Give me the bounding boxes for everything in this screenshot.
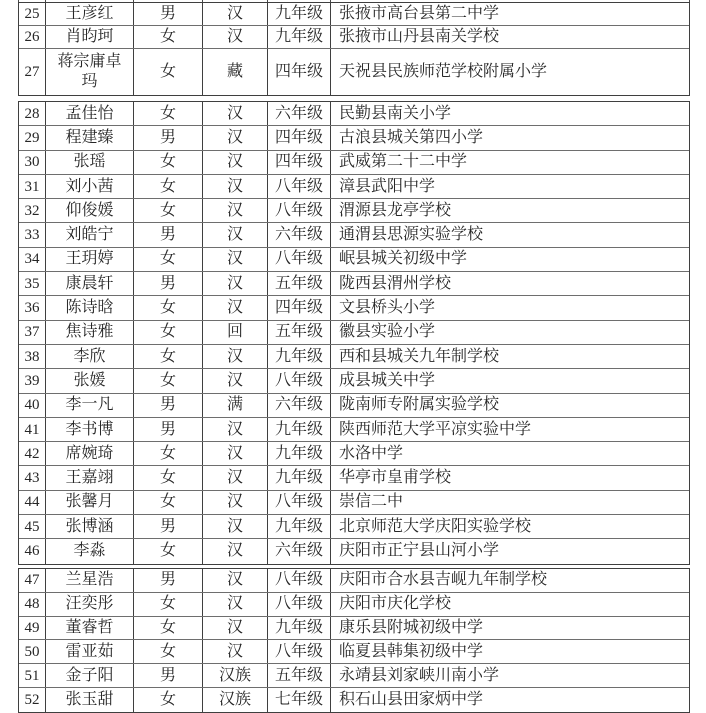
cell-name: 焦诗雅 <box>46 321 134 344</box>
cell-ethnicity: 汉 <box>203 640 268 663</box>
cell-no: 34 <box>19 248 46 271</box>
cell-no: 41 <box>19 418 46 441</box>
cell-school: 崇信二中 <box>339 493 404 511</box>
cell-no: 31 <box>19 175 46 198</box>
cell-name: 仰俊媛 <box>46 199 134 222</box>
cell-school: 陇西县渭州学校 <box>339 274 452 292</box>
cell-ethnicity: 汉族 <box>203 664 268 687</box>
cell-school: 西和县城关九年制学校 <box>339 347 500 365</box>
cell-school: 武威第二十二中学 <box>339 153 468 171</box>
table-section <box>18 2 690 96</box>
cell-school: 永靖县刘家峡川南小学 <box>339 666 500 684</box>
cell-name: 金子阳 <box>46 664 134 687</box>
cell-name: 蒋宗庸卓玛 <box>46 49 134 95</box>
cell-ethnicity: 汉 <box>203 126 268 149</box>
cell-school: 陇南师专附属实验学校 <box>339 396 500 414</box>
cell-ethnicity: 汉 <box>203 418 268 441</box>
cell-name: 席婉琦 <box>46 442 134 465</box>
cell-ethnicity: 汉 <box>203 369 268 392</box>
table-row <box>19 394 689 418</box>
cell-gender: 女 <box>134 345 203 368</box>
cell-grade: 六年级 <box>268 223 331 246</box>
table-row <box>19 593 689 617</box>
cell-gender: 女 <box>134 296 203 319</box>
cell-school: 民勤县南关小学 <box>339 104 452 122</box>
table-section <box>18 101 690 565</box>
cell-grade: 四年级 <box>268 126 331 149</box>
table-row <box>19 126 689 150</box>
cell-no: 48 <box>19 593 46 616</box>
cell-grade: 九年级 <box>268 345 331 368</box>
cell-grade: 八年级 <box>268 569 331 592</box>
cell-school: 北京师范大学庆阳实验学校 <box>339 517 532 535</box>
cell-gender: 女 <box>134 369 203 392</box>
table-row <box>19 223 689 247</box>
table-row <box>19 491 689 515</box>
table-row <box>19 466 689 490</box>
cell-no: 35 <box>19 272 46 295</box>
cell-school: 华亭市皇甫学校 <box>339 469 452 487</box>
cell-ethnicity: 汉 <box>203 175 268 198</box>
cell-gender: 男 <box>134 394 203 417</box>
cell-grade: 五年级 <box>268 321 331 344</box>
cell-ethnicity: 满 <box>203 394 268 417</box>
cell-grade: 五年级 <box>268 664 331 687</box>
cell-ethnicity: 汉 <box>203 296 268 319</box>
cell-grade: 四年级 <box>268 151 331 174</box>
cell-gender: 男 <box>134 3 203 25</box>
table-row <box>19 442 689 466</box>
cell-ethnicity: 藏 <box>203 49 268 95</box>
cell-ethnicity: 汉 <box>203 345 268 368</box>
cell-name: 张媛 <box>46 369 134 392</box>
cell-gender: 女 <box>134 593 203 616</box>
cell-gender: 男 <box>134 664 203 687</box>
cell-name: 李一凡 <box>46 394 134 417</box>
cell-grade: 八年级 <box>268 248 331 271</box>
cell-name: 张玉甜 <box>46 688 134 712</box>
cell-school: 渭源县龙亭学校 <box>339 201 452 219</box>
cell-gender: 女 <box>134 491 203 514</box>
table-section <box>18 568 690 713</box>
cell-school: 积石山县田家炳中学 <box>339 690 484 708</box>
cell-ethnicity: 汉 <box>203 593 268 616</box>
table-row <box>19 26 689 49</box>
cell-school: 陕西师范大学平凉实验中学 <box>339 420 532 438</box>
cell-gender: 女 <box>134 617 203 640</box>
cell-ethnicity: 回 <box>203 321 268 344</box>
table-row <box>19 151 689 175</box>
cell-name: 雷亚茹 <box>46 640 134 663</box>
cell-gender: 女 <box>134 466 203 489</box>
cell-gender: 男 <box>134 126 203 149</box>
cell-ethnicity: 汉族 <box>203 688 268 712</box>
cell-grade: 九年级 <box>268 26 331 48</box>
cell-gender: 女 <box>134 102 203 125</box>
cell-no: 39 <box>19 369 46 392</box>
cell-gender: 女 <box>134 199 203 222</box>
cell-ethnicity: 汉 <box>203 102 268 125</box>
cell-ethnicity: 汉 <box>203 223 268 246</box>
cell-name: 李书博 <box>46 418 134 441</box>
cell-ethnicity: 汉 <box>203 442 268 465</box>
cell-school: 岷县城关初级中学 <box>339 250 468 268</box>
table-row <box>19 539 689 563</box>
cell-no: 38 <box>19 345 46 368</box>
cell-no: 46 <box>19 539 46 563</box>
cell-gender: 女 <box>134 539 203 563</box>
cell-grade: 九年级 <box>268 515 331 538</box>
cell-gender: 女 <box>134 442 203 465</box>
cell-gender: 女 <box>134 26 203 48</box>
cell-no: 32 <box>19 199 46 222</box>
table-row <box>19 102 689 126</box>
table-row <box>19 49 689 95</box>
cell-no: 40 <box>19 394 46 417</box>
cell-name: 兰星浩 <box>46 569 134 592</box>
cell-no: 25 <box>19 3 46 25</box>
cell-no: 43 <box>19 466 46 489</box>
cell-no: 27 <box>19 49 46 95</box>
cell-name: 王玥婷 <box>46 248 134 271</box>
cell-name: 康晨轩 <box>46 272 134 295</box>
cell-school: 水洛中学 <box>339 444 404 462</box>
cell-grade: 九年级 <box>268 3 331 25</box>
cell-ethnicity: 汉 <box>203 539 268 563</box>
table-row <box>19 321 689 345</box>
table-row <box>19 248 689 272</box>
cell-name: 陈诗晗 <box>46 296 134 319</box>
cell-school: 庆阳市合水县吉岘九年制学校 <box>339 571 548 589</box>
cell-grade: 四年级 <box>268 49 331 95</box>
table-row <box>19 369 689 393</box>
table-row <box>19 296 689 320</box>
cell-gender: 女 <box>134 321 203 344</box>
table-row <box>19 199 689 223</box>
student-table <box>18 0 690 713</box>
cell-grade: 六年级 <box>268 102 331 125</box>
table-row <box>19 272 689 296</box>
cell-no: 37 <box>19 321 46 344</box>
cell-school: 庆阳市庆化学校 <box>339 595 452 613</box>
cell-no: 51 <box>19 664 46 687</box>
cell-gender: 女 <box>134 688 203 712</box>
cell-school: 天祝县民族师范学校附属小学 <box>339 63 548 80</box>
cell-grade: 八年级 <box>268 199 331 222</box>
cell-school: 古浪县城关第四小学 <box>339 128 484 146</box>
table-row <box>19 640 689 664</box>
cell-gender: 女 <box>134 175 203 198</box>
cell-grade: 四年级 <box>268 296 331 319</box>
cell-school: 张掖市山丹县南关学校 <box>339 28 500 45</box>
table-row <box>19 175 689 199</box>
cell-grade: 八年级 <box>268 369 331 392</box>
cell-school: 成县城关中学 <box>339 371 436 389</box>
cell-no: 45 <box>19 515 46 538</box>
cell-grade: 六年级 <box>268 539 331 563</box>
cell-name: 肖昀珂 <box>46 26 134 48</box>
cell-gender: 女 <box>134 248 203 271</box>
cell-gender: 男 <box>134 515 203 538</box>
cell-no: 33 <box>19 223 46 246</box>
cell-name: 王嘉翊 <box>46 466 134 489</box>
cell-grade: 八年级 <box>268 491 331 514</box>
cell-school: 张掖市高台县第二中学 <box>339 5 500 22</box>
cell-ethnicity: 汉 <box>203 491 268 514</box>
cell-ethnicity: 汉 <box>203 26 268 48</box>
cell-no: 42 <box>19 442 46 465</box>
table-row <box>19 418 689 442</box>
cell-school: 庆阳市正宁县山河小学 <box>339 542 500 560</box>
cell-name: 程建臻 <box>46 126 134 149</box>
cell-grade: 八年级 <box>268 175 331 198</box>
cell-no: 52 <box>19 688 46 712</box>
cell-gender: 女 <box>134 49 203 95</box>
cell-name: 刘小茜 <box>46 175 134 198</box>
cell-gender: 男 <box>134 223 203 246</box>
table-row <box>19 345 689 369</box>
cell-school: 临夏县韩集初级中学 <box>339 642 484 660</box>
cell-ethnicity: 汉 <box>203 151 268 174</box>
cell-no: 28 <box>19 102 46 125</box>
cell-name: 汪奕彤 <box>46 593 134 616</box>
cell-gender: 女 <box>134 640 203 663</box>
cell-name: 刘皓宁 <box>46 223 134 246</box>
cell-no: 30 <box>19 151 46 174</box>
cell-name: 张瑶 <box>46 151 134 174</box>
cell-no: 44 <box>19 491 46 514</box>
cell-ethnicity: 汉 <box>203 617 268 640</box>
cell-name: 张馨月 <box>46 491 134 514</box>
cell-ethnicity: 汉 <box>203 515 268 538</box>
cell-no: 49 <box>19 617 46 640</box>
cell-gender: 男 <box>134 272 203 295</box>
table-row <box>19 664 689 688</box>
cell-name: 张博涵 <box>46 515 134 538</box>
cell-gender: 男 <box>134 569 203 592</box>
cell-grade: 八年级 <box>268 640 331 663</box>
cell-grade: 九年级 <box>268 442 331 465</box>
cell-gender: 女 <box>134 151 203 174</box>
cell-grade: 七年级 <box>268 688 331 712</box>
cell-ethnicity: 汉 <box>203 466 268 489</box>
cell-grade: 六年级 <box>268 394 331 417</box>
cell-grade: 九年级 <box>268 466 331 489</box>
cell-ethnicity: 汉 <box>203 569 268 592</box>
cell-school: 通渭县思源实验学校 <box>339 226 484 244</box>
cell-school: 漳县武阳中学 <box>339 177 436 195</box>
cell-ethnicity: 汉 <box>203 248 268 271</box>
table-row <box>19 688 689 712</box>
table-row <box>19 569 689 593</box>
table-row <box>19 515 689 539</box>
cell-no: 36 <box>19 296 46 319</box>
cell-name: 孟佳怡 <box>46 102 134 125</box>
cell-ethnicity: 汉 <box>203 272 268 295</box>
cell-gender: 男 <box>134 418 203 441</box>
cell-ethnicity: 汉 <box>203 3 268 25</box>
cell-school: 徽县实验小学 <box>339 323 436 341</box>
cell-school: 康乐县附城初级中学 <box>339 618 484 636</box>
cell-no: 26 <box>19 26 46 48</box>
cell-no: 47 <box>19 569 46 592</box>
cell-ethnicity: 汉 <box>203 199 268 222</box>
cell-grade: 五年级 <box>268 272 331 295</box>
cell-name: 李欣 <box>46 345 134 368</box>
cell-name: 王彦红 <box>46 3 134 25</box>
table-row <box>19 617 689 641</box>
cell-no: 29 <box>19 126 46 149</box>
cell-grade: 八年级 <box>268 593 331 616</box>
cell-grade: 九年级 <box>268 418 331 441</box>
table-row <box>19 3 689 26</box>
cell-name: 李淼 <box>46 539 134 563</box>
cell-name: 董睿哲 <box>46 617 134 640</box>
cell-grade: 九年级 <box>268 617 331 640</box>
cell-no: 50 <box>19 640 46 663</box>
cell-school: 文县桥头小学 <box>339 299 436 317</box>
